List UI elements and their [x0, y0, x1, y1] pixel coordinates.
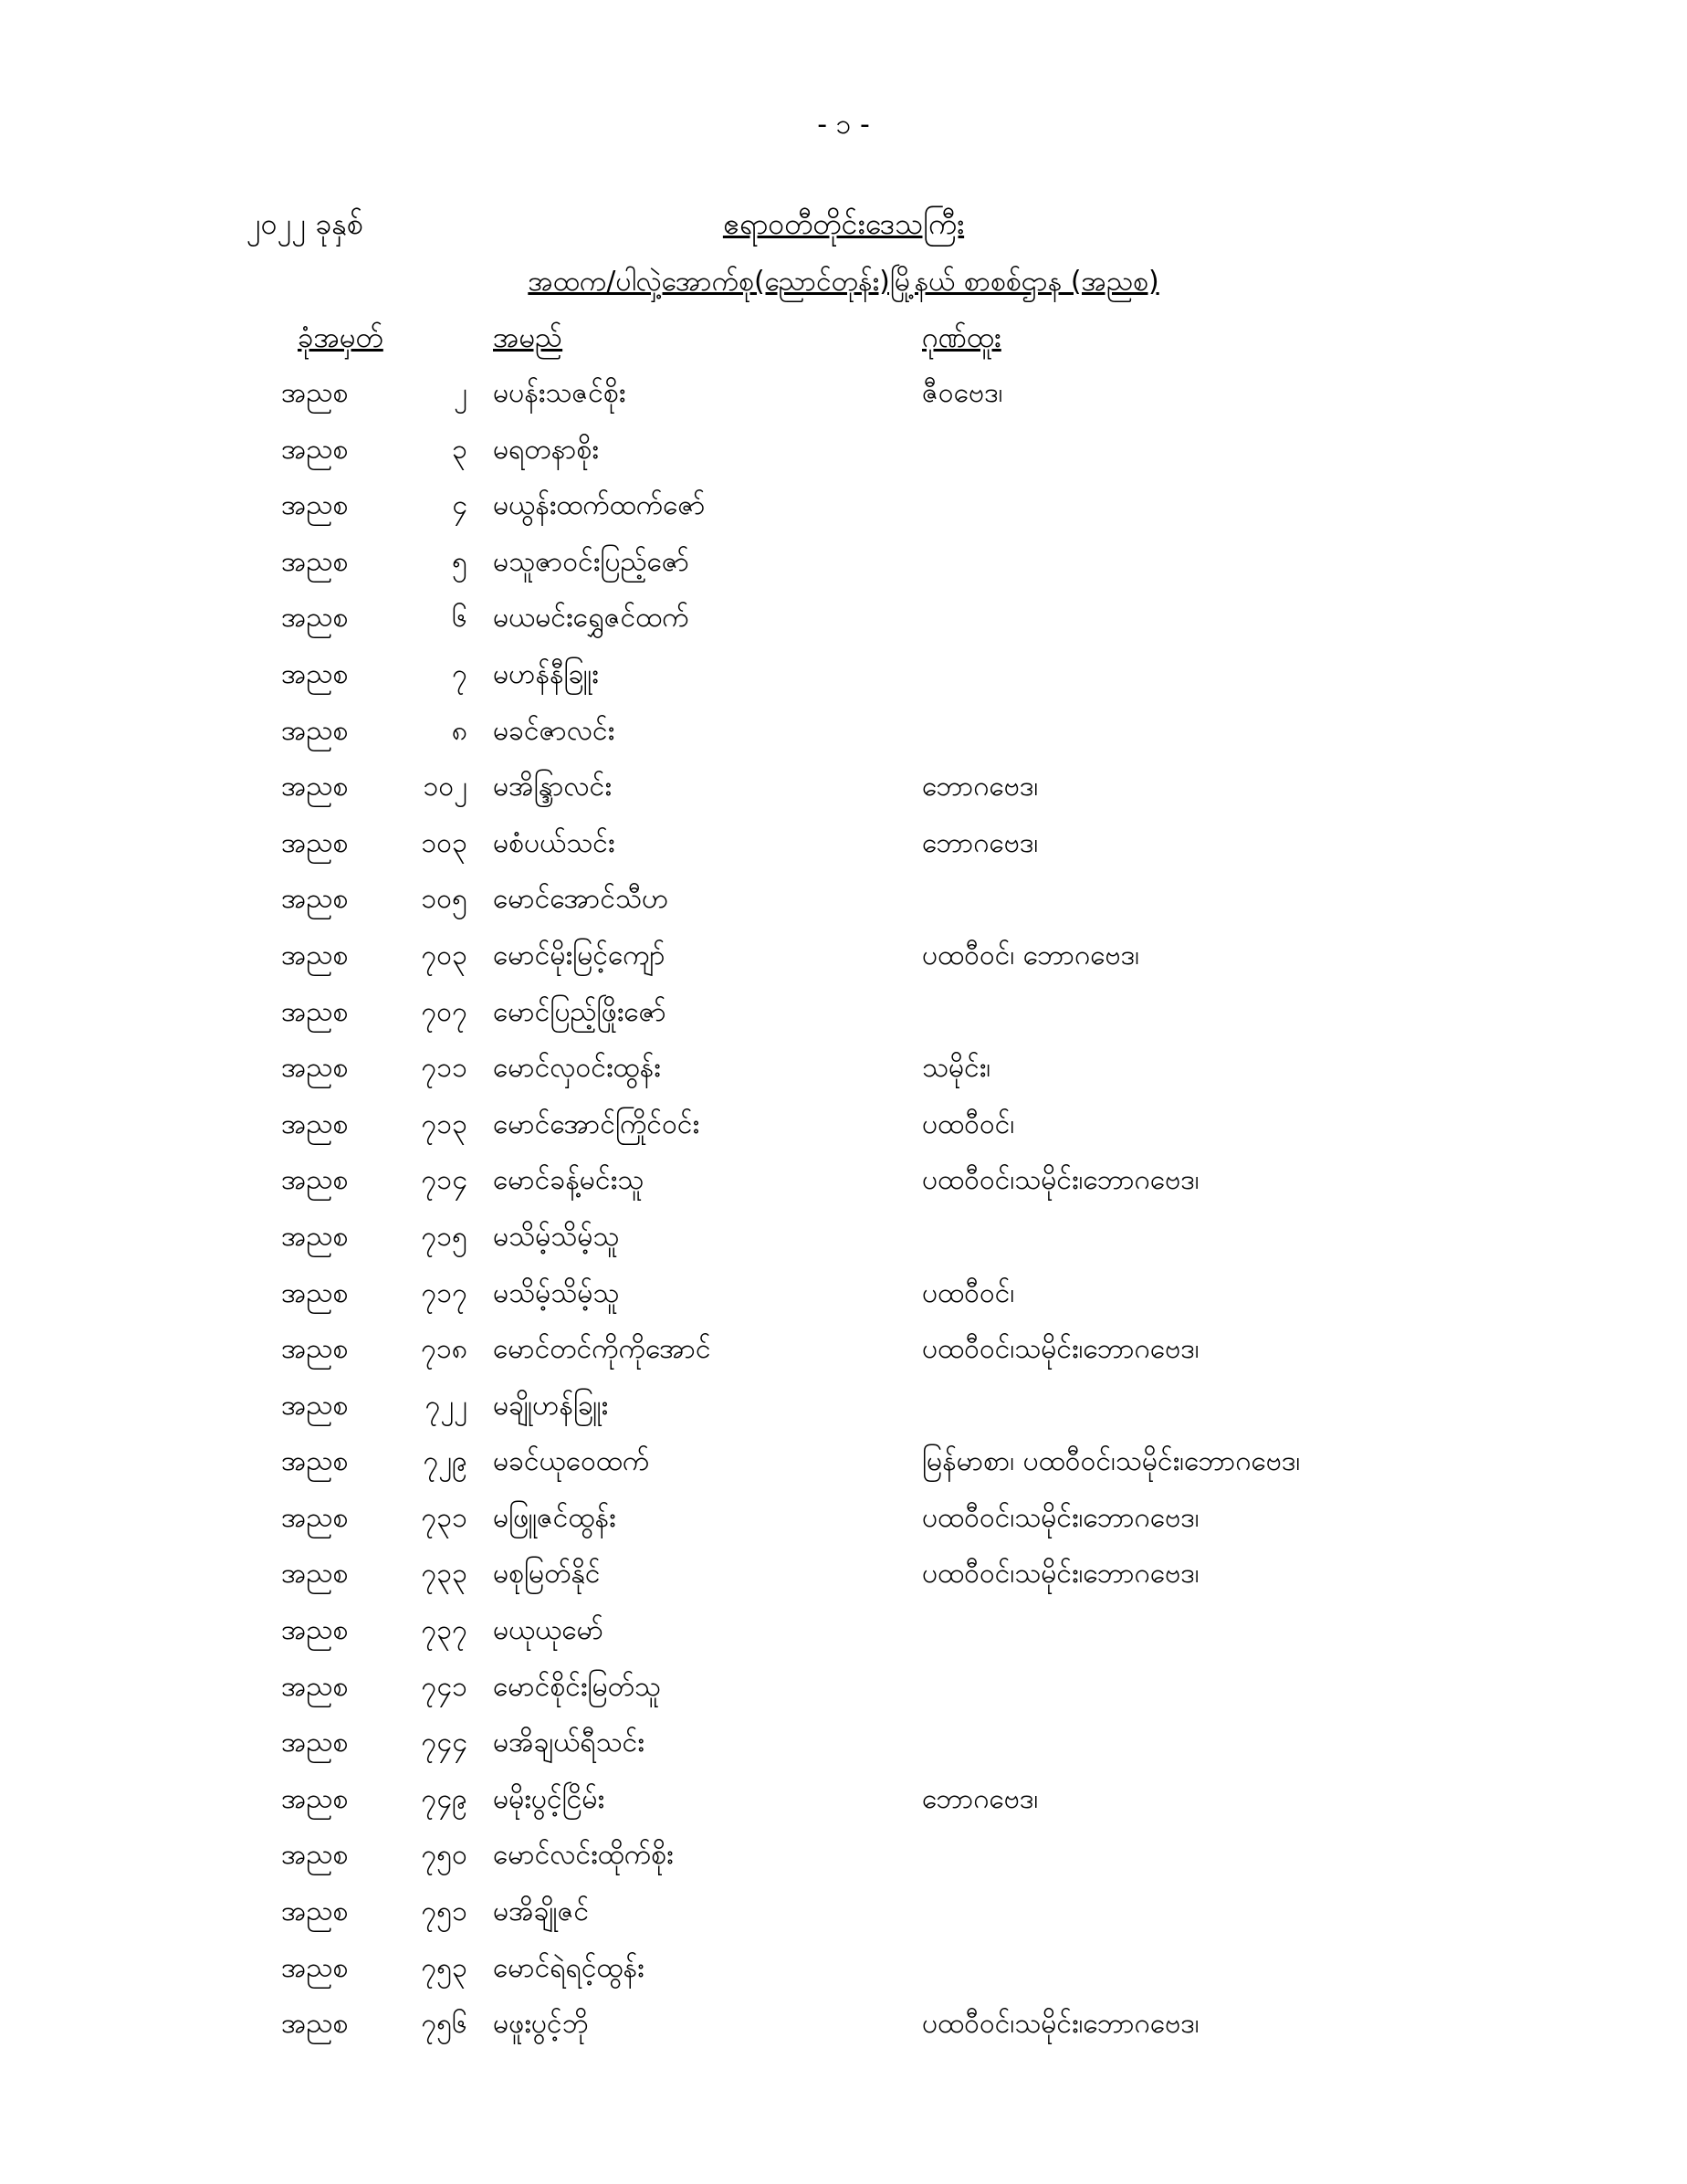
student-name: မောင်လှဝင်းထွန်း: [493, 1052, 661, 1085]
list-item: [0, 878, 1687, 935]
roll-number: ၇၅၀: [421, 1839, 467, 1872]
roll-prefix: အညစ: [281, 1501, 349, 1534]
student-name: မခင်ဇာလင်း: [493, 714, 615, 747]
list-item: [0, 541, 1687, 598]
student-name: မရတနာစိုး: [493, 433, 599, 466]
roll-number: ၅: [452, 545, 467, 578]
roll-number: ၃: [452, 433, 467, 466]
list-item: [0, 710, 1687, 767]
roll-prefix: အညစ: [281, 602, 349, 635]
list-item: [0, 1104, 1687, 1160]
list-item: [0, 597, 1687, 654]
distinctions: ဘောဂဗေဒ၊: [922, 1782, 1039, 1815]
column-header-roll-number: ခုံအမှတ်: [298, 321, 383, 354]
roll-prefix: အညစ: [281, 1782, 349, 1815]
roll-prefix: အညစ: [281, 1052, 349, 1085]
student-name: မအိချယ်ရီသင်း: [493, 1727, 644, 1759]
roll-prefix: အညစ: [281, 1333, 349, 1366]
roll-number: ၁၀၃: [421, 826, 467, 859]
distinctions: မြန်မာစာ၊ ပထဝီဝင်၊သမိုင်း၊ဘောဂဗေဒ၊: [922, 1445, 1301, 1478]
student-name: မခင်ယုဝေထက်: [493, 1445, 650, 1478]
roll-prefix: အညစ: [281, 1445, 349, 1478]
roll-number: ၇၁၈: [421, 1333, 467, 1366]
roll-prefix: အညစ: [281, 714, 349, 747]
distinctions: ဘောဂဗေဒ၊: [922, 771, 1039, 803]
roll-prefix: အညစ: [281, 1389, 349, 1422]
page-number: - ၁ -: [817, 109, 870, 141]
roll-prefix: အညစ: [281, 883, 349, 916]
distinctions: ပထဝီဝင်၊: [922, 1276, 1015, 1309]
roll-prefix: အညစ: [281, 489, 349, 522]
list-item: [0, 1553, 1687, 1610]
list-item: [0, 935, 1687, 992]
roll-prefix: အညစ: [281, 939, 349, 971]
student-name: မောင်စိုင်းမြတ်သူ: [493, 1670, 661, 1703]
list-item: [0, 1497, 1687, 1554]
list-item: [0, 485, 1687, 541]
roll-number: ၆: [452, 602, 467, 635]
roll-prefix: အညစ: [281, 1220, 349, 1253]
student-name: မယုယုမော်: [493, 1614, 604, 1647]
distinctions: ပထဝီဝင်၊: [922, 1108, 1015, 1140]
column-header-distinction: ဂုဏ်ထူး: [922, 321, 1001, 354]
roll-number: ၇၃၇: [421, 1614, 467, 1647]
distinctions: ပထဝီဝင်၊သမိုင်း၊ဘောဂဗေဒ၊: [922, 1333, 1200, 1366]
roll-prefix: အညစ: [281, 771, 349, 803]
roll-number: ၇၁၁: [421, 1052, 467, 1085]
list-item: [0, 373, 1687, 429]
roll-prefix: အညစ: [281, 1108, 349, 1140]
list-item: [0, 1047, 1687, 1104]
roll-prefix: အညစ: [281, 1670, 349, 1703]
list-item: [0, 1948, 1687, 2004]
student-name: မောင်ရဲရင့်ထွန်း: [493, 1951, 644, 1984]
roll-number: ၇၀၇: [421, 995, 467, 1028]
student-name: မပန်းသဇင်စိုး: [493, 377, 626, 409]
student-name: မောင်မိုးမြင့်ကျော်: [493, 939, 665, 971]
roll-prefix: အညစ: [281, 1558, 349, 1591]
column-header-name: အမည်: [493, 321, 563, 354]
list-item: [0, 2003, 1687, 2060]
distinctions: ပထဝီဝင်၊သမိုင်း၊ဘောဂဗေဒ၊: [922, 1501, 1200, 1534]
student-name: မမိုးပွင့်ငြိမ်း: [493, 1782, 605, 1815]
student-name: မချိုဟန်ခြူး: [493, 1389, 609, 1422]
student-name: မောင်ပြည့်ဖြိုးဇော်: [493, 995, 666, 1028]
student-name: မစုမြတ်နိုင်: [493, 1558, 601, 1591]
list-item: [0, 823, 1687, 879]
student-name: မအိချိုဇင်: [493, 1895, 590, 1928]
distinctions: ဘောဂဗေဒ၊: [922, 826, 1039, 859]
roll-prefix: အညစ: [281, 826, 349, 859]
list-item: [0, 1666, 1687, 1723]
student-name: မသိမ့်သိမ့်သူ: [493, 1220, 620, 1253]
roll-number: ၇၁၇: [421, 1276, 467, 1309]
distinctions: ဇီဝဗေဒ၊: [922, 377, 1003, 409]
student-name: မဟန်နီခြူး: [493, 657, 599, 690]
student-name: မောင်လင်းထိုက်စိုး: [493, 1839, 674, 1872]
student-name: မောင်တင်ကိုကိုအောင်: [493, 1333, 711, 1366]
student-name: မယွန်းထက်ထက်ဇော်: [493, 489, 706, 522]
student-name: မဖူးပွင့်ဘို: [493, 2008, 589, 2041]
distinctions: ပထဝီဝင်၊ ဘောဂဗေဒ၊: [922, 939, 1140, 971]
roll-prefix: အညစ: [281, 1276, 349, 1309]
roll-prefix: အညစ: [281, 1727, 349, 1759]
roll-number: ၄: [452, 489, 467, 522]
roll-prefix: အညစ: [281, 433, 349, 466]
list-item: [0, 1891, 1687, 1948]
list-item: [0, 429, 1687, 486]
roll-prefix: အညစ: [281, 1839, 349, 1872]
roll-number: ၇၃၁: [421, 1501, 467, 1534]
distinctions: ပထဝီဝင်၊သမိုင်း၊ဘောဂဗေဒ၊: [922, 2008, 1200, 2041]
roll-number: ၇၄၄: [421, 1727, 467, 1759]
roll-number: ၇၂၉: [423, 1445, 467, 1478]
roll-number: ၇၂၂: [424, 1389, 467, 1422]
roll-number: ၇၅၁: [421, 1895, 467, 1928]
roll-number: ၇: [452, 657, 467, 690]
list-item: [0, 1834, 1687, 1891]
list-item: [0, 1328, 1687, 1385]
student-name: မစံပယ်သင်း: [493, 826, 615, 859]
roll-number: ၇၄၉: [421, 1782, 467, 1815]
student-name: မောင်အောင်သီဟ: [493, 883, 669, 916]
exam-year: ၂၀၂၂ ခုနှစ်: [246, 206, 363, 241]
student-name: မယမင်းရွှေဇင်ထက်: [493, 602, 689, 635]
list-item: [0, 1722, 1687, 1779]
roll-prefix: အညစ: [281, 545, 349, 578]
roll-number: ၇၀၃: [421, 939, 467, 971]
roll-number: ၇၄၁: [421, 1670, 467, 1703]
roll-number: ၁၀၅: [421, 883, 467, 916]
list-item: [0, 1160, 1687, 1216]
roll-number: ၇၃၃: [421, 1558, 467, 1591]
roll-number: ၇၁၄: [421, 1164, 467, 1197]
distinctions: ပထဝီဝင်၊သမိုင်း၊ဘောဂဗေဒ၊: [922, 1164, 1200, 1197]
roll-number: ၇၅၆: [421, 2008, 467, 2041]
roll-prefix: အညစ: [281, 2008, 349, 2041]
student-name: မဖြူဇင်ထွန်း: [493, 1501, 616, 1534]
list-item: [0, 1441, 1687, 1497]
roll-number: ၈: [451, 714, 467, 747]
student-name: မအိန္ဒြာလင်း: [493, 771, 612, 803]
list-item: [0, 992, 1687, 1048]
region-title: ဧရာဝတီတိုင်းဒေသကြီး: [722, 206, 965, 241]
list-item: [0, 1610, 1687, 1666]
list-item: [0, 1273, 1687, 1329]
roll-number: ၇၁၅: [421, 1220, 467, 1253]
roll-prefix: အညစ: [281, 1164, 349, 1197]
roll-prefix: အညစ: [281, 1951, 349, 1984]
roll-number: ၂: [454, 377, 467, 409]
roll-number: ၇၅၃: [421, 1951, 467, 1984]
roll-prefix: အညစ: [281, 377, 349, 409]
list-item: [0, 1385, 1687, 1442]
roll-number: ၇၁၃: [421, 1108, 467, 1140]
roll-prefix: အညစ: [281, 1614, 349, 1647]
student-name: မောင်အောင်ကြိုင်ဝင်း: [493, 1108, 700, 1140]
distinctions: ပထဝီဝင်၊သမိုင်း၊ဘောဂဗေဒ၊: [922, 1558, 1200, 1591]
exam-center-subtitle: အထက/ပါလှဲ့အောက်စု(ညောင်တုန်း)မြို့နယ် စာစစ်ဌာန (အညစ): [528, 266, 1159, 298]
student-name: မသူဇာဝင်းပြည့်ဇော်: [493, 545, 690, 578]
list-item: [0, 766, 1687, 823]
roll-prefix: အညစ: [281, 995, 349, 1028]
results-list: [0, 373, 1687, 2060]
roll-prefix: အညစ: [281, 1895, 349, 1928]
list-item: [0, 1779, 1687, 1835]
list-item: [0, 1216, 1687, 1273]
student-name: မသိမ့်သိမ့်သူ: [493, 1276, 620, 1309]
roll-number: ၁၀၂: [423, 771, 467, 803]
distinctions: သမိုင်း၊: [922, 1052, 991, 1085]
list-item: [0, 654, 1687, 710]
student-name: မောင်ခန့်မင်းသူ: [493, 1164, 644, 1197]
roll-prefix: အညစ: [281, 657, 349, 690]
